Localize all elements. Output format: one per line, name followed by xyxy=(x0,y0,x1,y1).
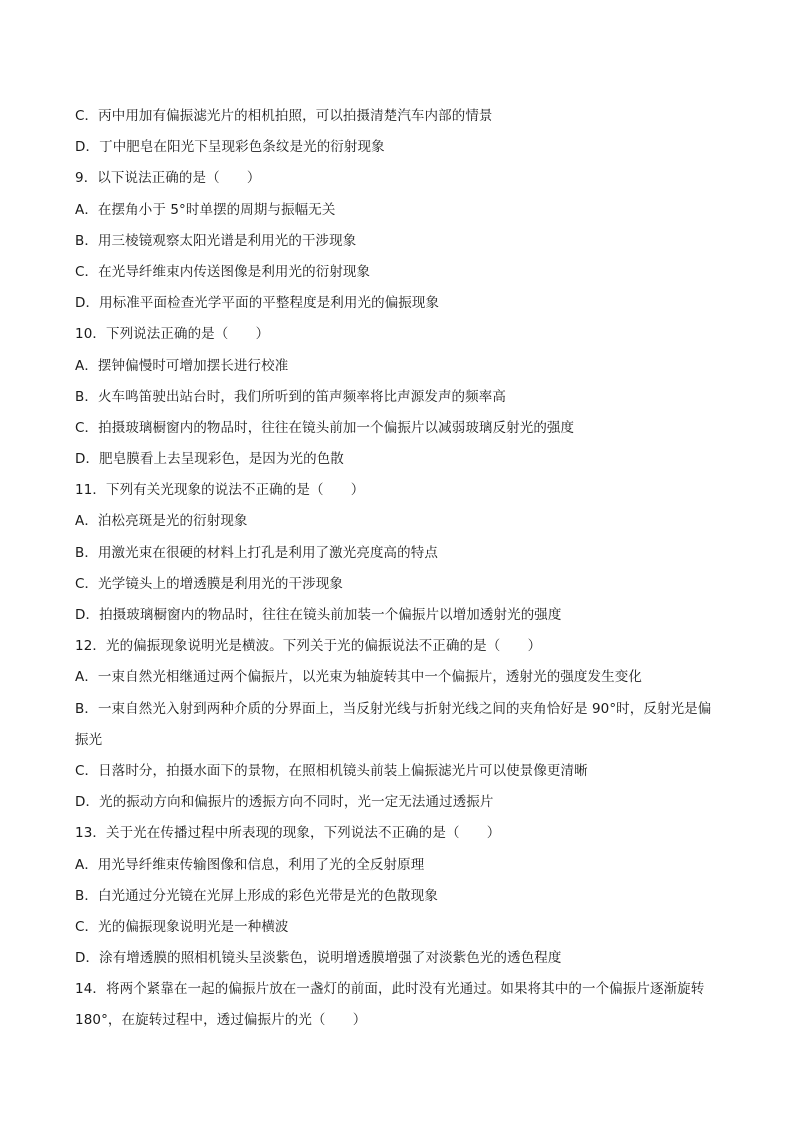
question-10-option-c: C．拍摄玻璃橱窗内的物品时，往往在镜头前加一个偏振片以减弱玻璃反射光的强度 xyxy=(75,419,575,436)
question-12-option-b-continued: 振光 xyxy=(75,731,103,748)
question-12-option-d: D．光的振动方向和偏振片的透振方向不同时，光一定无法通过透振片 xyxy=(75,794,494,811)
question-9-option-a: A．在摆角小于 5°时单摆的周期与振幅无关 xyxy=(75,201,336,218)
question-11-option-a: A．泊松亮斑是光的衍射现象 xyxy=(75,513,248,530)
question-10-stem: 10．下列说法正确的是（ ） xyxy=(75,326,270,343)
question-13-option-b: B．白光通过分光镜在光屏上形成的彩色光带是光的色散现象 xyxy=(75,887,438,904)
question-14-stem-continued: 180°，在旋转过程中，透过偏振片的光（ ） xyxy=(75,1012,367,1029)
question-9-option-d: D．用标准平面检查光学平面的平整程度是利用光的偏振现象 xyxy=(75,295,440,312)
question-13-option-d: D．涂有增透膜的照相机镜头呈淡紫色，说明增透膜增强了对淡紫色光的透色程度 xyxy=(75,950,562,967)
question-12-option-c: C．日落时分，拍摄水面下的景物，在照相机镜头前装上偏振滤光片可以使景像更清晰 xyxy=(75,762,588,779)
question-11-stem: 11．下列有关光现象的说法不正确的是（ ） xyxy=(75,482,365,499)
question-13-stem: 13．关于光在传播过程中所表现的现象，下列说法不正确的是（ ） xyxy=(75,825,501,842)
question-9-stem: 9．以下说法正确的是（ ） xyxy=(75,170,261,187)
question-14-stem: 14．将两个紧靠在一起的偏振片放在一盏灯的前面，此时没有光通过。如果将其中的一个偏振片逐渐旋转 xyxy=(75,981,705,998)
question-9-option-b: B．用三棱镜观察太阳光谱是利用光的干涉现象 xyxy=(75,232,357,249)
question-10-option-d: D．肥皂膜看上去呈现彩色，是因为光的色散 xyxy=(75,451,344,468)
question-10-option-a: A．摆钟偏慢时可增加摆长进行校准 xyxy=(75,357,289,374)
question-12-option-a: A．一束自然光相继通过两个偏振片，以光束为轴旋转其中一个偏振片，透射光的强度发生变化 xyxy=(75,669,642,686)
question-9-option-c: C．在光导纤维束内传送图像是利用光的衍射现象 xyxy=(75,263,371,280)
question-12-stem: 12．光的偏振现象说明光是横波。下列关于光的偏振说法不正确的是（ ） xyxy=(75,638,542,655)
question-11-option-c: C．光学镜头上的增透膜是利用光的干涉现象 xyxy=(75,575,343,592)
question-10-option-b: B．火车鸣笛驶出站台时，我们所听到的笛声频率将比声源发声的频率高 xyxy=(75,388,506,405)
question-12-option-b: B．一束自然光入射到两种介质的分界面上，当反射光线与折射光线之间的夹角恰好是 90°时，反射光是偏 xyxy=(75,700,712,717)
question-11-option-d: D．拍摄玻璃橱窗内的物品时，往往在镜头前加装一个偏振片以增加透射光的强度 xyxy=(75,607,562,623)
question-11-option-b: B．用激光束在很硬的材料上打孔是利用了激光亮度高的特点 xyxy=(75,544,438,561)
question-13-option-a: A．用光导纤维束传输图像和信息，利用了光的全反射原理 xyxy=(75,856,425,873)
option-d-q8: D．丁中肥皂在阳光下呈现彩色条纹是光的衍射现象 xyxy=(75,139,385,156)
question-13-option-c: C．光的偏振现象说明光是一种横波 xyxy=(75,918,289,935)
option-c-q8: C．丙中用加有偏振滤光片的相机拍照，可以拍摄清楚汽车内部的情景 xyxy=(75,108,493,124)
question-text-block xyxy=(75,101,723,1037)
